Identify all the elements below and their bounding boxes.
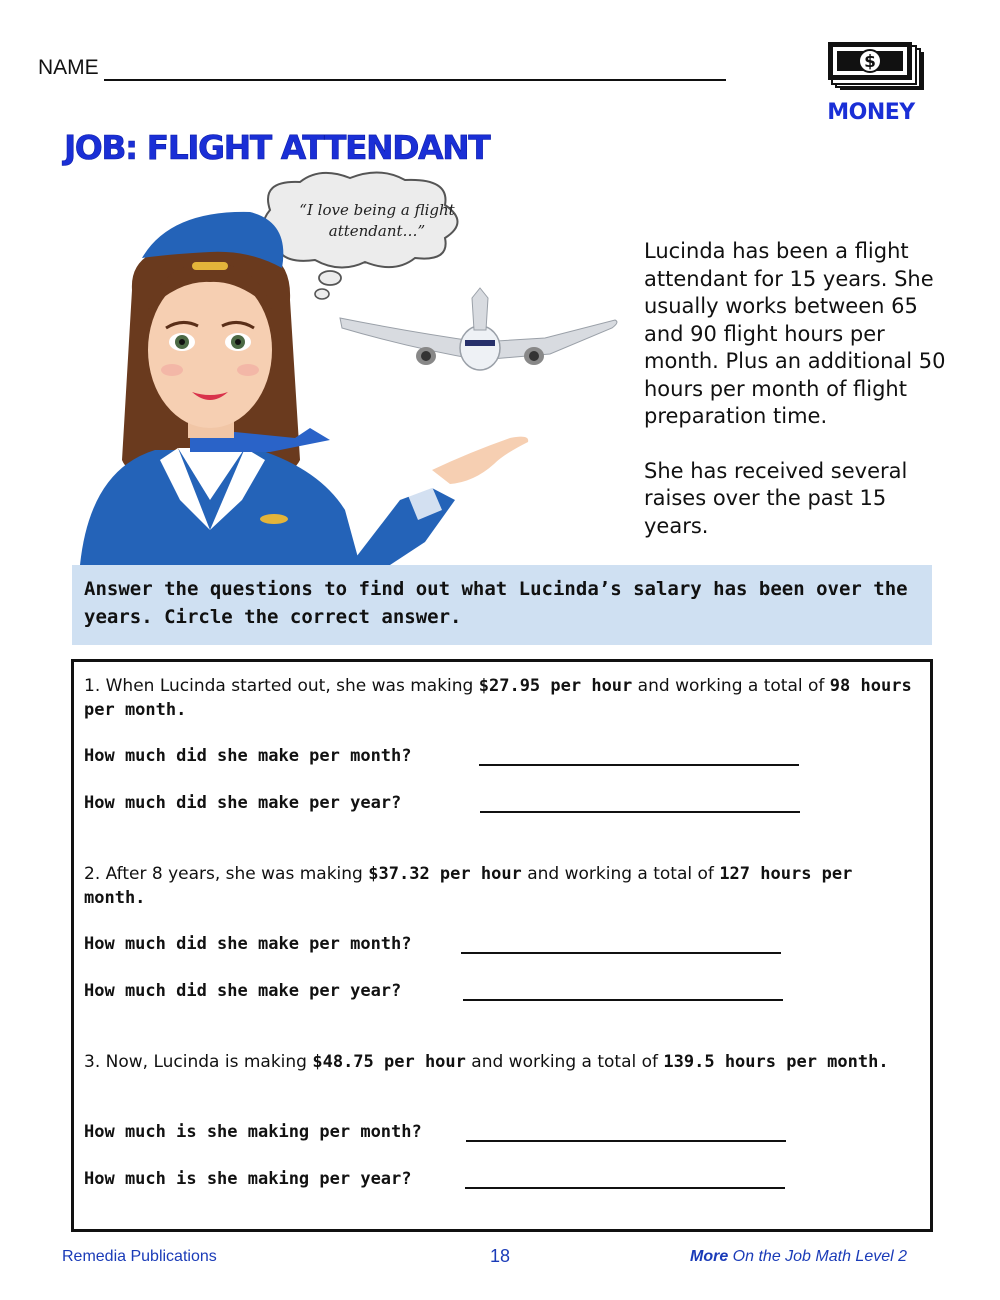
intro-text xyxy=(644,238,954,540)
intro-paragraph-2: She has received several raises over the past 15 years. xyxy=(644,458,908,538)
instructions-box xyxy=(72,565,932,645)
question-3-year-answer-line[interactable] xyxy=(465,1187,785,1189)
question-3-hours: 139.5 hours per month. xyxy=(663,1052,889,1072)
question-3-month-prompt: How much is she making per month? xyxy=(84,1122,422,1142)
svg-text:$: $ xyxy=(864,52,876,72)
airplane-icon xyxy=(340,288,617,370)
question-1-rate: $27.95 per hour xyxy=(478,676,633,696)
question-2-year-prompt: How much did she make per year? xyxy=(84,981,402,1001)
footer-page-number: 18 xyxy=(490,1246,511,1266)
question-2-hours: 127 hours per month. xyxy=(84,864,853,908)
footer-book-title-rest: On the Job Math Level 2 xyxy=(728,1248,908,1265)
question-3-lead: 3. Now, Lucinda is making xyxy=(84,1052,313,1072)
question-1-year-answer-line[interactable] xyxy=(480,811,800,813)
question-3-month-answer-line[interactable] xyxy=(466,1140,786,1142)
question-3-middle: and working a total of xyxy=(465,1052,664,1072)
dollar-bills-icon xyxy=(828,42,928,94)
question-1-month-answer-line[interactable] xyxy=(479,764,799,766)
question-1-text xyxy=(84,674,914,722)
question-2-month-answer-line[interactable] xyxy=(461,952,781,954)
question-3-text xyxy=(84,1050,914,1074)
thought-bubble-text: “I love being a flight attendant…” xyxy=(299,201,455,240)
footer-book-title xyxy=(690,1248,907,1266)
question-1-middle: and working a total of xyxy=(632,676,830,696)
question-2-month-prompt: How much did she make per month? xyxy=(84,934,412,954)
question-2-lead: 2. After 8 years, she was making xyxy=(84,864,369,884)
footer-publisher: Remedia Publications xyxy=(62,1248,217,1265)
question-1-month-prompt: How much did she make per month? xyxy=(84,746,412,766)
question-1-hours: 98 hours per month. xyxy=(84,676,912,720)
question-2-rate: $37.32 per hour xyxy=(368,864,522,884)
name-write-line[interactable] xyxy=(104,79,726,81)
money-label: MONEY xyxy=(827,100,915,125)
questions-box xyxy=(71,659,933,1232)
instructions-text: Answer the questions to find out what Lucinda’s salary has been over the years. Circle the correct answer. xyxy=(84,578,908,628)
question-3-year-prompt: How much is she making per year? xyxy=(84,1169,412,1189)
flight-attendant-figure xyxy=(80,212,528,565)
question-1-year-prompt: How much did she make per year? xyxy=(84,793,402,813)
footer-book-title-bold: More xyxy=(690,1248,729,1265)
question-2-middle: and working a total of xyxy=(521,864,720,884)
name-field xyxy=(38,52,738,82)
question-3-rate: $48.75 per hour xyxy=(312,1052,466,1072)
intro-paragraph-1: Lucinda has been a flight attendant for 15 years. She usually works between 65 and 90 flight hours per month. Plus an additional 50 hours per month of flight preparation time. xyxy=(644,239,946,428)
question-2-year-answer-line[interactable] xyxy=(463,999,783,1001)
question-1-lead: 1. When Lucinda started out, she was making xyxy=(84,676,479,696)
page-title: JOB: FLIGHT ATTENDANT xyxy=(64,128,490,167)
name-label: NAME xyxy=(38,56,99,79)
question-2-text xyxy=(84,862,914,910)
